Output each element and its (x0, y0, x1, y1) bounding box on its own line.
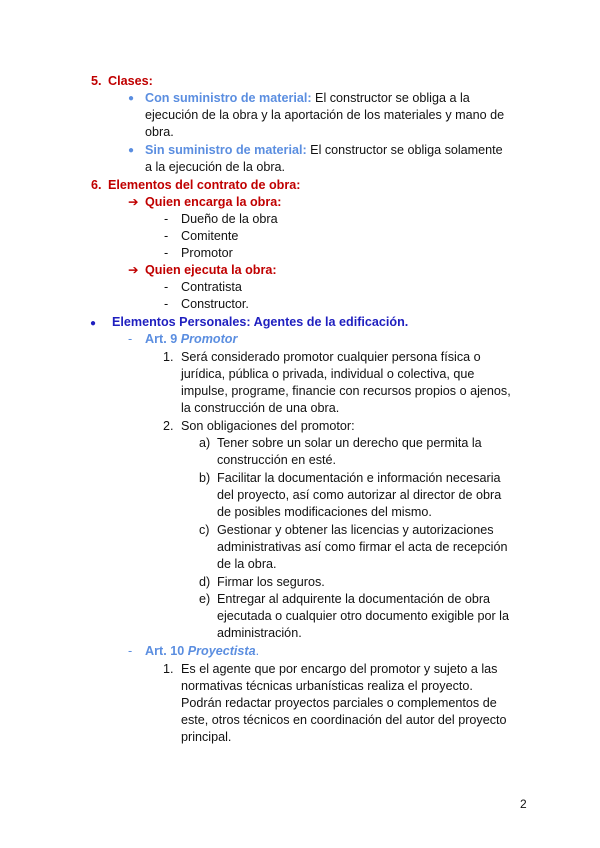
bullet-icon: ● (90, 318, 97, 329)
art10-heading (145, 643, 259, 660)
page-number: 2 (520, 797, 527, 811)
text-line: ejecución de la obra y la aportación de los materiales y mano de (145, 108, 505, 122)
list-letter: d) (199, 575, 211, 589)
text-line: Firmar los seguros. (217, 575, 325, 589)
dash-marker: - (128, 644, 133, 658)
list-number: 1. (163, 350, 174, 364)
list-letter: a) (199, 436, 211, 450)
clase-con-label: Con suministro de material: (145, 91, 312, 105)
text-line: jurídica, pública o privada, individual o colectiva, que (181, 367, 475, 381)
dash-marker: - (164, 246, 169, 260)
bullet-icon: ● (128, 93, 135, 104)
text-line: administrativas así como firmar el acta de recepción (217, 540, 508, 554)
clase-sin-suministro (145, 142, 503, 159)
text-line: ejecutada o cualquier otro documento exigible por la (217, 609, 509, 623)
text-line: Tener sobre un solar un derecho que permita la (217, 436, 482, 450)
text-line: obra. (145, 125, 174, 139)
list-number: 1. (163, 662, 174, 676)
list-letter: b) (199, 471, 211, 485)
encarga-item: Comitente (181, 229, 239, 243)
clase-sin-text: El constructor se obliga solamente (306, 143, 503, 157)
arrow-right-icon: ➔ (128, 263, 139, 277)
text-line: administración. (217, 626, 302, 640)
clase-con-text: El constructor se obliga a la (311, 91, 470, 105)
text-line: de posibles modificaciones del mismo. (217, 505, 432, 519)
art9-name: Promotor (180, 332, 238, 346)
text-line: Gestionar y obtener las licencias y autorizaciones (217, 523, 494, 537)
ejecuta-item: Contratista (181, 280, 242, 294)
text-line: Facilitar la documentación e información necesaria (217, 471, 501, 485)
clase-sin-label: Sin suministro de material: (145, 143, 307, 157)
list-letter: e) (199, 592, 211, 606)
art10-label: Art. 10 (145, 644, 185, 658)
text-line: Son obligaciones del promotor: (181, 419, 355, 433)
ejecuta-item: Constructor. (181, 297, 249, 311)
text-line: normativas técnicas urbanísticas realiza el proyecto. (181, 679, 473, 693)
text-line: Será considerado promotor cualquier persona física o (181, 350, 481, 364)
encarga-item: Dueño de la obra (181, 212, 278, 226)
text-line: Entregar al adquirente la documentación de obra (217, 592, 491, 606)
section-5-title: Clases: (108, 74, 153, 88)
text-line: principal. (181, 730, 232, 744)
encarga-item: Promotor (181, 246, 233, 260)
section-6-number: 6. (91, 178, 102, 192)
text-line: construcción en esté. (217, 453, 337, 467)
list-number: 2. (163, 419, 174, 433)
encarga-label: Quien encarga la obra: (145, 195, 282, 209)
art10-period: . (255, 644, 260, 658)
text-line: Podrán redactar proyectos parciales o complementos de (181, 696, 497, 710)
clase-con-suministro (145, 90, 470, 107)
text-line: este, otros técnicos en coordinación del autor del proyecto (181, 713, 507, 727)
dash-marker: - (164, 229, 169, 243)
dash-marker: - (164, 280, 169, 294)
section-6-title: Elementos del contrato de obra: (108, 178, 301, 192)
ejecuta-label: Quien ejecuta la obra: (145, 263, 277, 277)
arrow-right-icon: ➔ (128, 195, 139, 209)
text-line: impulse, programe, financie con recursos propios o ajenos, (181, 384, 511, 398)
art9-label: Art. 9 (145, 332, 178, 346)
section-5-number: 5. (91, 74, 102, 88)
text-line: a la ejecución de la obra. (145, 160, 286, 174)
bullet-icon: ● (128, 145, 135, 156)
dash-marker: - (128, 332, 133, 346)
text-line: la construcción de una obra. (181, 401, 340, 415)
agentes-title: Elementos Personales: Agentes de la edificación. (112, 315, 409, 329)
list-letter: c) (199, 523, 210, 537)
art10-name: Proyectista (187, 644, 256, 658)
text-line: Es el agente que por encargo del promotor y sujeto a las (181, 662, 498, 676)
text-line: de la obra. (217, 557, 277, 571)
dash-marker: - (164, 212, 169, 226)
text-line: del proyecto, así como autorizar al director de obra (217, 488, 502, 502)
art9-heading (145, 331, 237, 348)
dash-marker: - (164, 297, 169, 311)
